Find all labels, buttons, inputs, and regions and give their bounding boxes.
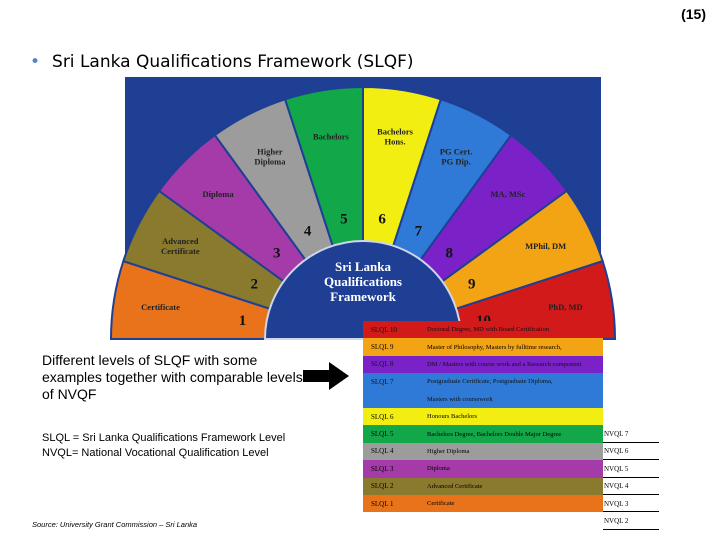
fan-segment-label: MA, MSc [490, 189, 526, 200]
table-row [363, 321, 659, 338]
table-row [363, 512, 659, 529]
table-cell-nvql: NVQL 6 [604, 447, 629, 456]
fan-segment-label: Higher Diploma [254, 146, 286, 167]
bullet-text: Sri Lanka Qualifications Framework (SLQF) [52, 52, 414, 72]
comparison-table [363, 321, 659, 530]
definition-nvql: NVQL= National Vocational Qualification Level [42, 447, 269, 459]
bullet-heading [30, 52, 413, 72]
fan-level-number: 7 [414, 223, 423, 240]
fan-segment-label: PhD, MD [548, 301, 583, 312]
table-row-color [363, 512, 603, 529]
fan-level-number: 6 [378, 211, 386, 228]
fan-level-number: 3 [272, 245, 281, 262]
table-row [363, 478, 659, 495]
table-row [363, 338, 659, 355]
table-row [363, 408, 659, 425]
fan-segment-label: Bachelors Hons. [377, 126, 414, 147]
fan-center-title-line: Sri Lanka [335, 259, 391, 274]
table-row [363, 443, 659, 460]
fan-level-number: 9 [467, 276, 476, 293]
table-cell-slql: SLQL 1 [371, 499, 394, 508]
fan-level-number: 1 [238, 312, 247, 329]
bullet-dot: • [30, 52, 41, 72]
table-cell-description: Masters with coursework [427, 395, 493, 403]
fan-segment-label: Diploma [202, 189, 234, 200]
fan-center-title-line: Framework [330, 289, 396, 304]
slqf-fan-diagram [125, 77, 601, 329]
definition-slql: SLQL = Sri Lanka Qualifications Framework Level [42, 432, 286, 444]
fan-segment-label: Bachelors [312, 131, 349, 142]
nvql-rule [603, 529, 659, 530]
table-cell-nvql: NVQL 7 [604, 430, 629, 439]
table-cell-slql: SLQL 3 [371, 464, 394, 473]
fan-svg [125, 77, 601, 329]
table-cell-slql: SLQL 2 [371, 482, 394, 491]
table-cell-description: Honours Bachelors [427, 413, 478, 421]
table-row [363, 495, 659, 512]
source-note: Source: University Grant Commission – Sri Lanka [32, 520, 198, 529]
table-cell-description: Doctoral Degree, MD with Board Certification [427, 326, 550, 334]
table-cell-description: Advanced Certificate [427, 482, 483, 490]
table-cell-slql: SLQL 5 [371, 430, 394, 439]
table-cell-slql: SLQL 9 [371, 343, 394, 352]
table-row [363, 373, 659, 390]
fan-level-number: 5 [340, 211, 348, 228]
definitions [42, 431, 285, 461]
fan-level-number: 8 [445, 245, 454, 262]
fan-segment-label: PG Cert. PG Dip. [439, 146, 473, 167]
fan-segment-label: MPhil, DM [525, 240, 567, 251]
table-cell-description: Higher Diploma [427, 447, 470, 455]
table-cell-description: DM / Masters with course work and a Research component [427, 360, 582, 368]
right-arrow-icon [303, 362, 349, 390]
table-cell-nvql: NVQL 3 [604, 499, 629, 508]
table-row [363, 460, 659, 477]
fan-level-number: 4 [303, 223, 312, 240]
table-row [363, 391, 659, 408]
table-cell-nvql: NVQL 2 [604, 516, 629, 525]
table-row [363, 425, 659, 442]
table-cell-description: Bachelors Degree, Bachelors Double Major Degree [427, 430, 562, 438]
table-cell-nvql: NVQL 4 [604, 482, 629, 491]
table-cell-description: Certificate [427, 500, 455, 508]
table-row [363, 356, 659, 373]
table-cell-description: Diploma [427, 465, 450, 473]
table-cell-slql: SLQL 7 [371, 377, 394, 386]
table-cell-description: Master of Philosophy, Masters by fulltime research, [427, 343, 562, 351]
description-text: Different levels of SLQF with some examples together with comparable levels of NVQF [42, 352, 303, 402]
fan-segment-label: Certificate [141, 301, 180, 312]
table-cell-nvql: NVQL 5 [604, 464, 629, 473]
table-cell-slql: SLQL 10 [371, 325, 397, 334]
table-cell-slql: SLQL 8 [371, 360, 394, 369]
slide-number: (15) [681, 6, 706, 22]
fan-level-number: 2 [250, 276, 259, 293]
fan-center-title-line: Qualifications [323, 274, 403, 289]
table-cell-slql: SLQL 4 [371, 447, 394, 456]
fan-segment-label: Advanced Certificate [160, 235, 200, 256]
table-cell-slql: SLQL 6 [371, 412, 394, 421]
table-cell-description: Postgraduate Certificate, Postgraduate Diploma, [427, 378, 553, 386]
